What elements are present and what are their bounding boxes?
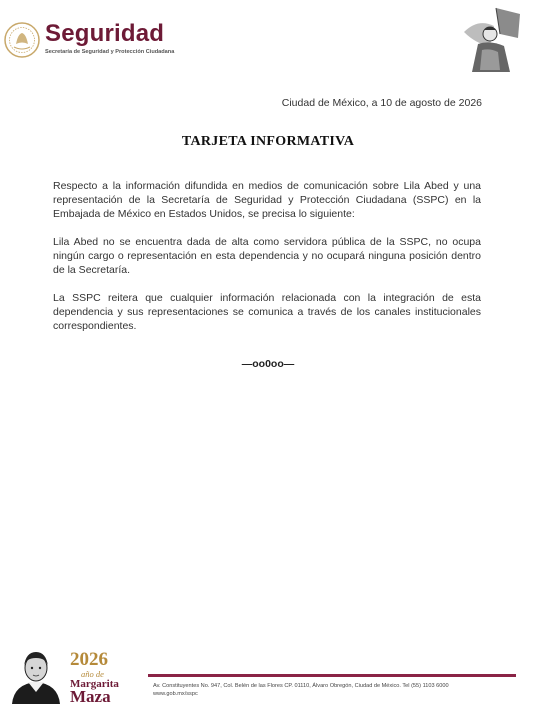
paragraph-3: La SSPC reitera que cualquier información relacionada con la integración de esta dependencia y sus representaciones se comunica a través de los canales institucionales correspondientes. bbox=[53, 292, 481, 332]
date-line: Ciudad de México, a 10 de agosto de 2026 bbox=[281, 97, 482, 109]
year-subtitle: año de bbox=[81, 669, 104, 679]
honoree-last-name: Maza bbox=[70, 687, 111, 706]
brand-title: Seguridad bbox=[45, 20, 165, 47]
portrait-icon bbox=[6, 646, 66, 704]
heroine-emblem-icon bbox=[460, 4, 526, 74]
paragraph-2: Lila Abed no se encuentra dada de alta como servidora pública de la SSPC, no ocupa ningún cargo o representación en esta dependencia y no ocupará ninguna posición dentro de la Secretaría. bbox=[53, 236, 481, 276]
national-seal-icon bbox=[4, 22, 40, 58]
honoree-first-name: Margarita bbox=[70, 678, 119, 690]
footer-divider bbox=[148, 674, 516, 677]
document-title: TARJETA INFORMATIVA bbox=[181, 134, 355, 149]
closing-mark: —oo0oo— bbox=[241, 358, 295, 370]
footer-address: Av. Constituyentes No. 947, Col. Belén de las Flores CP. 01110, Álvaro Obregón, Ciudad de México. Tel (55) 1103 6000 www.gob.mx/sspc bbox=[153, 683, 449, 697]
year-label: 2026 bbox=[70, 649, 108, 670]
paragraph-1: Respecto a la información difundida en medios de comunicación sobre Lila Abed y una representación de la Secretaría de Seguridad y Protección Ciudadana (SSPC) en la Embajada de México en Estados Unidos, se precisa lo siguiente: bbox=[53, 180, 481, 220]
brand-subtitle: Secretaría de Seguridad y Protección Ciudadana bbox=[45, 49, 175, 55]
